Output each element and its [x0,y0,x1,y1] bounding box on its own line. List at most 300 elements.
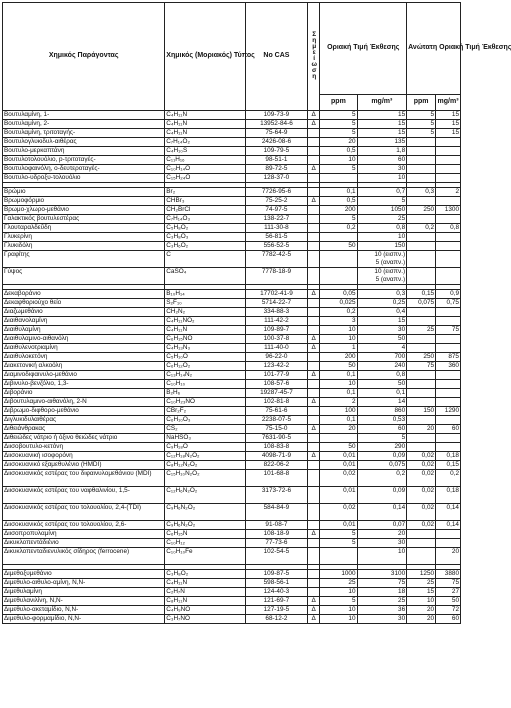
limit-mg-cell: 25 [357,597,407,606]
agent-name-cell: Γραφίτης [3,251,165,268]
cas-number-cell: 822-06-2 [245,461,307,470]
limit-mg-cell: 50 [357,380,407,389]
upper-mg-cell [436,215,461,224]
limit-ppm-cell: 0,2 [320,308,357,317]
formula-cell: C₁₂H₆N₂O₂ [165,487,246,504]
limit-ppm-cell: 5 [320,129,357,138]
cas-number-cell: 138-22-7 [245,215,307,224]
note-cell [307,579,319,588]
cas-number-cell: 4098-71-9 [245,452,307,461]
note-cell [307,215,319,224]
cas-number-cell: 111-30-8 [245,224,307,233]
limit-ppm-cell: 0,01 [320,521,357,530]
agent-name-cell: Διαιθυλοκετόνη [3,353,165,362]
note-cell [307,504,319,521]
cas-number-cell: 13952-84-6 [245,120,307,129]
note-cell [307,487,319,504]
limit-ppm-cell: 10 [320,606,357,615]
cas-number-cell: 96-22-0 [245,353,307,362]
cas-number-cell: 108-83-8 [245,443,307,452]
limit-mg-cell: 0,09 [357,452,407,461]
table-row [3,461,461,470]
upper-mg-cell: 0,2 [436,470,461,487]
formula-cell: C₅H₈O₂ [165,224,246,233]
upper-mg-cell: 27 [436,588,461,597]
upper-mg-cell [436,371,461,380]
note-cell [307,470,319,487]
cas-number-cell: 109-87-5 [245,570,307,579]
limit-mg-cell: 0,8 [357,224,407,233]
agent-name-cell: Γλουταραλδεΰδη [3,224,165,233]
agent-name-cell: Βρωμο-χλωρο-μεθάνιο [3,206,165,215]
note-cell: Δ [307,606,319,615]
limit-ppm-cell: 0,02 [320,470,357,487]
limit-ppm-cell [320,548,357,565]
table-row [3,615,461,624]
agent-name-cell: Διισοκυανικός εστέρας του τολουολίου, 2,6- [3,521,165,530]
formula-cell: C₆H₁₂O₂ [165,362,246,371]
agent-name-cell: Δικυκλοπενταδιενυλικός σίδηρος (ferrocene) [3,548,165,565]
limit-ppm-cell: 5 [320,539,357,548]
cas-number-cell: 334-88-3 [245,308,307,317]
agent-name-cell: Διισοκυανικός εστέρας του διφαινυλομεθάνιου (MDI) [3,470,165,487]
limit-mg-cell: 30 [357,326,407,335]
agent-name-cell: Γλυκιδόλη [3,242,165,251]
note-cell [307,353,319,362]
table-row [3,156,461,165]
note-cell: Δ [307,530,319,539]
upper-ppm-cell: 250 [407,206,436,215]
formula-cell: C₈H₁₁N [165,597,246,606]
upper-ppm-cell: 250 [407,353,436,362]
upper-mg-cell: 360 [436,362,461,371]
table-row [3,290,461,299]
limit-ppm-cell: 5 [320,530,357,539]
table-row [3,120,461,129]
upper-mg-cell: 0,14 [436,521,461,530]
upper-mg-cell [436,233,461,242]
upper-ppm-cell [407,233,436,242]
table-row [3,521,461,530]
cas-number-cell: 100-37-8 [245,335,307,344]
table-row [3,443,461,452]
note-cell: Δ [307,290,319,299]
upper-mg-cell [436,156,461,165]
limit-mg-cell: 10 [357,233,407,242]
limit-mg-cell: 15 [357,120,407,129]
cas-number-cell: 89-72-5 [245,165,307,174]
limit-mg-cell: 10 (εισπν.) 5 (αναπν.) [357,268,407,285]
table-row [3,570,461,579]
table-row [3,470,461,487]
upper-mg-cell: 15 [436,111,461,120]
agent-name-cell: Διισοπροπυλαμίνη [3,530,165,539]
agent-name-cell: Διθειώδες νάτριο ή όξινο θειώδες νάτριο [3,434,165,443]
upper-ppm-cell [407,380,436,389]
table-row [3,588,461,597]
note-cell [307,138,319,147]
limit-mg-cell: 290 [357,443,407,452]
note-cell [307,156,319,165]
note-cell [307,461,319,470]
limit-mg-cell: 60 [357,156,407,165]
formula-cell: C₄H₁₁N [165,111,246,120]
agent-name-cell: Διαμινοδιφαινυλο-μεθάνιο [3,371,165,380]
limit-mg-cell: 14 [357,398,407,407]
table-row [3,362,461,371]
note-cell [307,242,319,251]
table-row [3,165,461,174]
limit-ppm-cell [320,251,357,268]
upper-ppm-cell: 0,075 [407,299,436,308]
upper-mg-cell [436,242,461,251]
upper-mg-cell: 0,14 [436,504,461,521]
cas-number-cell: 111-40-0 [245,344,307,353]
agent-name-cell: Βρωμοφόρμιο [3,197,165,206]
limit-ppm-cell [320,233,357,242]
table-row [3,268,461,285]
limit-mg-cell: 10 [357,174,407,183]
limit-mg-cell: 150 [357,242,407,251]
formula-cell: C₉H₆N₂O₂ [165,504,246,521]
upper-ppm-cell [407,165,436,174]
formula-cell: C₄H₁₁N [165,129,246,138]
agent-name-cell: Διαιθανολαμίνη [3,317,165,326]
upper-mg-cell: 0,9 [436,290,461,299]
note-cell [307,129,319,138]
upper-mg-cell [436,251,461,268]
limit-ppm-cell: 50 [320,362,357,371]
upper-ppm-cell [407,548,436,565]
formula-cell: CBr₂F₂ [165,407,246,416]
note-cell [307,174,319,183]
limit-ppm-cell: 50 [320,443,357,452]
limit-ppm-cell: 5 [320,120,357,129]
limit-mg-cell: 15 [357,111,407,120]
agent-name-cell: Διαζωμεθάνιο [3,308,165,317]
formula-cell: CaSO₄ [165,268,246,285]
table-row [3,242,461,251]
upper-mg-cell: 0,75 [436,299,461,308]
agent-name-cell: Διγλυκιδυλαιθέρας [3,416,165,425]
limit-mg-cell: 30 [357,539,407,548]
upper-mg-cell [436,539,461,548]
limit-mg-cell: 20 [357,530,407,539]
cas-number-cell: 109-73-9 [245,111,307,120]
cas-number-cell: 101-77-9 [245,371,307,380]
limit-mg-cell: 3100 [357,570,407,579]
agent-name-cell: Βουτυλο-υδροξυ-τολουόλιο [3,174,165,183]
agent-name-cell: Γαλακτικός βουτυλεστέρας [3,215,165,224]
upper-mg-cell [436,268,461,285]
upper-ppm-cell [407,197,436,206]
upper-ppm-cell [407,371,436,380]
upper-mg-cell: 75 [436,326,461,335]
upper-mg-cell: 0,18 [436,487,461,504]
header-upper-limit: Ανώτατη Οριακή Τιμή Έκθεσης [407,3,461,95]
upper-mg-cell: 1290 [436,407,461,416]
table-row [3,548,461,565]
formula-cell: C₂H₇N [165,588,246,597]
formula-cell: C₄H₉NO [165,606,246,615]
formula-cell: C₆H₁₅NO [165,335,246,344]
cas-number-cell: 7778-18-9 [245,268,307,285]
formula-cell: C₃H₆O₂ [165,242,246,251]
formula-cell: C [165,251,246,268]
note-cell: Δ [307,452,319,461]
limit-ppm-cell: 1 [320,344,357,353]
note-cell [307,147,319,156]
table-row [3,206,461,215]
upper-ppm-cell [407,147,436,156]
cas-number-cell: 111-42-2 [245,317,307,326]
formula-cell: C₄H₁₁NO₂ [165,317,246,326]
agent-name-cell: Βουτυλοτολουόλιο, p-τριτοταγές- [3,156,165,165]
note-cell [307,521,319,530]
limit-mg-cell: 135 [357,138,407,147]
agent-name-cell: Διβοράνιο [3,389,165,398]
cas-number-cell: 7726-95-6 [245,188,307,197]
cas-number-cell: 2238-07-5 [245,416,307,425]
limit-ppm-cell: 10 [320,156,357,165]
table-row [3,389,461,398]
agent-name-cell: Δεκαβοράνιο [3,290,165,299]
formula-cell: Br₂ [165,188,246,197]
formula-cell: C₃H₇NO [165,615,246,624]
agent-name-cell: Διβρωμο-διφθορο-μεθάνιο [3,407,165,416]
note-cell [307,389,319,398]
limit-ppm-cell: 10 [320,615,357,624]
note-cell: Δ [307,615,319,624]
upper-ppm-cell [407,530,436,539]
agent-name-cell: Διβουτυλαμινο-αιθανόλη, 2-Ν [3,398,165,407]
upper-mg-cell: 72 [436,606,461,615]
limit-ppm-cell: 10 [320,326,357,335]
upper-mg-cell: 20 [436,548,461,565]
note-cell [307,362,319,371]
upper-mg-cell: 50 [436,597,461,606]
table-row [3,398,461,407]
limit-ppm-cell: 2 [320,398,357,407]
upper-ppm-cell: 20 [407,606,436,615]
upper-mg-cell: 75 [436,579,461,588]
formula-cell: C₄H₁₁N [165,579,246,588]
limit-mg-cell: 0,1 [357,389,407,398]
table-row [3,147,461,156]
formula-cell: NaHSO₃ [165,434,246,443]
formula-cell: C₉H₁₈O [165,443,246,452]
cas-number-cell: 124-40-3 [245,588,307,597]
note-cell [307,317,319,326]
limit-mg-cell: 0,3 [357,290,407,299]
agent-name-cell: Διμεθυλαμίνη [3,588,165,597]
formula-cell: C₉H₆N₂O₂ [165,521,246,530]
table-row [3,299,461,308]
limit-mg-cell: 1,8 [357,147,407,156]
note-cell: Δ [307,335,319,344]
cas-number-cell: 77-73-6 [245,539,307,548]
upper-mg-cell: 0,18 [436,452,461,461]
upper-mg-cell: 3880 [436,570,461,579]
table-row [3,335,461,344]
formula-cell: C₃H₈O₃ [165,233,246,242]
upper-mg-cell [436,138,461,147]
agent-name-cell: Διαιθυλαμινο-αιθανόλη [3,335,165,344]
upper-ppm-cell: 0,02 [407,504,436,521]
upper-mg-cell [436,398,461,407]
limit-mg-cell: 15 [357,317,407,326]
table-row [3,197,461,206]
limit-ppm-cell [320,434,357,443]
limit-ppm-cell: 0,1 [320,371,357,380]
upper-ppm-cell [407,251,436,268]
upper-ppm-cell: 20 [407,615,436,624]
limit-ppm-cell: 0,01 [320,487,357,504]
cas-number-cell: 108-57-6 [245,380,307,389]
upper-mg-cell [436,416,461,425]
agent-name-cell: Δικυκλοπεντάδιένιο [3,539,165,548]
agent-name-cell: Γλυκερίνη [3,233,165,242]
upper-ppm-cell: 15 [407,588,436,597]
formula-cell: C₁₅H₁₀N₂O₂ [165,470,246,487]
formula-cell: C₁₀H₁₀ [165,380,246,389]
exposure-limits-table [2,2,511,624]
formula-cell: S₂F₁₀ [165,299,246,308]
limit-mg-cell: 10 (εισπν.) 5 (αναπν.) [357,251,407,268]
table-row [3,308,461,317]
upper-ppm-cell [407,434,436,443]
upper-mg-cell: 60 [436,425,461,434]
note-cell [307,224,319,233]
note-cell [307,548,319,565]
agent-name-cell: Διμεθυλο-αιθυλο-αμίνη, N,N- [3,579,165,588]
cas-number-cell: 98-51-1 [245,156,307,165]
cas-number-cell: 2426-08-6 [245,138,307,147]
table-row [3,138,461,147]
note-cell [307,206,319,215]
note-cell: Δ [307,120,319,129]
note-cell: Δ [307,197,319,206]
upper-ppm-cell: 10 [407,597,436,606]
limit-ppm-cell: 0,2 [320,224,357,233]
limit-ppm-cell: 20 [320,138,357,147]
upper-ppm-cell: 0,02 [407,521,436,530]
upper-ppm-cell [407,138,436,147]
upper-mg-cell [436,380,461,389]
upper-mg-cell: 1300 [436,206,461,215]
upper-ppm-cell: 0,15 [407,290,436,299]
formula-cell: C₁₀H₁₂ [165,539,246,548]
limit-ppm-cell: 0,02 [320,504,357,521]
agent-name-cell: Βουτυλαμίνη, 1- [3,111,165,120]
formula-cell: C₆H₁₀O₃ [165,416,246,425]
table-row [3,425,461,434]
table-row [3,539,461,548]
upper-ppm-cell [407,398,436,407]
limit-ppm-cell: 3 [320,317,357,326]
formula-cell: C₅H₁₀O [165,353,246,362]
limit-mg-cell: 860 [357,407,407,416]
table-row [3,380,461,389]
limit-mg-cell: 700 [357,353,407,362]
cas-number-cell: 584-84-9 [245,504,307,521]
note-cell: Δ [307,111,319,120]
note-cell: Δ [307,398,319,407]
limit-mg-cell: 0,25 [357,299,407,308]
table-row [3,317,461,326]
cas-number-cell: 75-15-0 [245,425,307,434]
upper-ppm-cell [407,416,436,425]
note-cell [307,434,319,443]
agent-name-cell: Διθειάνθρακας [3,425,165,434]
limit-ppm-cell: 0,1 [320,188,357,197]
formula-cell: C₃H₈O₂ [165,570,246,579]
cas-number-cell: 121-69-7 [245,597,307,606]
formula-cell: C₁₅H₂₄O [165,174,246,183]
cas-number-cell: 128-37-0 [245,174,307,183]
limit-ppm-cell: 0,1 [320,416,357,425]
upper-ppm-cell: 75 [407,362,436,371]
cas-number-cell: 19287-45-7 [245,389,307,398]
upper-ppm-cell [407,344,436,353]
header-cas: No CAS [245,3,307,111]
agent-name-cell: Διαιθυλαμίνη [3,326,165,335]
upper-ppm-cell: 150 [407,407,436,416]
table-row [3,407,461,416]
upper-mg-cell [436,434,461,443]
limit-ppm-cell: 25 [320,579,357,588]
cas-number-cell: 101-68-8 [245,470,307,487]
limit-mg-cell: 25 [357,215,407,224]
upper-ppm-cell: 5 [407,120,436,129]
limit-ppm-cell: 50 [320,242,357,251]
table-row [3,579,461,588]
formula-cell: C₄H₁₁N [165,120,246,129]
header-upper-ppm: ppm [407,95,436,111]
table-row [3,434,461,443]
limit-mg-cell: 4 [357,344,407,353]
upper-mg-cell: 2 [436,188,461,197]
note-cell [307,251,319,268]
cas-number-cell: 75-61-6 [245,407,307,416]
table-row [3,344,461,353]
table-row [3,416,461,425]
limit-mg-cell: 240 [357,362,407,371]
limit-ppm-cell: 0,5 [320,197,357,206]
limit-mg-cell: 0,7 [357,188,407,197]
cas-number-cell: 3173-72-6 [245,487,307,504]
table-row [3,452,461,461]
upper-mg-cell [436,335,461,344]
cas-number-cell: 109-89-7 [245,326,307,335]
limit-ppm-cell: 200 [320,353,357,362]
note-cell: Δ [307,597,319,606]
upper-ppm-cell: 20 [407,425,436,434]
limit-mg-cell: 36 [357,606,407,615]
header-ppm: ppm [320,95,357,111]
note-cell [307,416,319,425]
upper-ppm-cell: 0,02 [407,487,436,504]
note-cell [307,380,319,389]
table-row [3,111,461,120]
upper-ppm-cell [407,242,436,251]
note-cell [307,308,319,317]
upper-mg-cell: 875 [436,353,461,362]
upper-ppm-cell: 25 [407,579,436,588]
header-agent: Χημικός Παράγοντας [3,3,165,111]
upper-ppm-cell [407,268,436,285]
note-cell: Δ [307,344,319,353]
